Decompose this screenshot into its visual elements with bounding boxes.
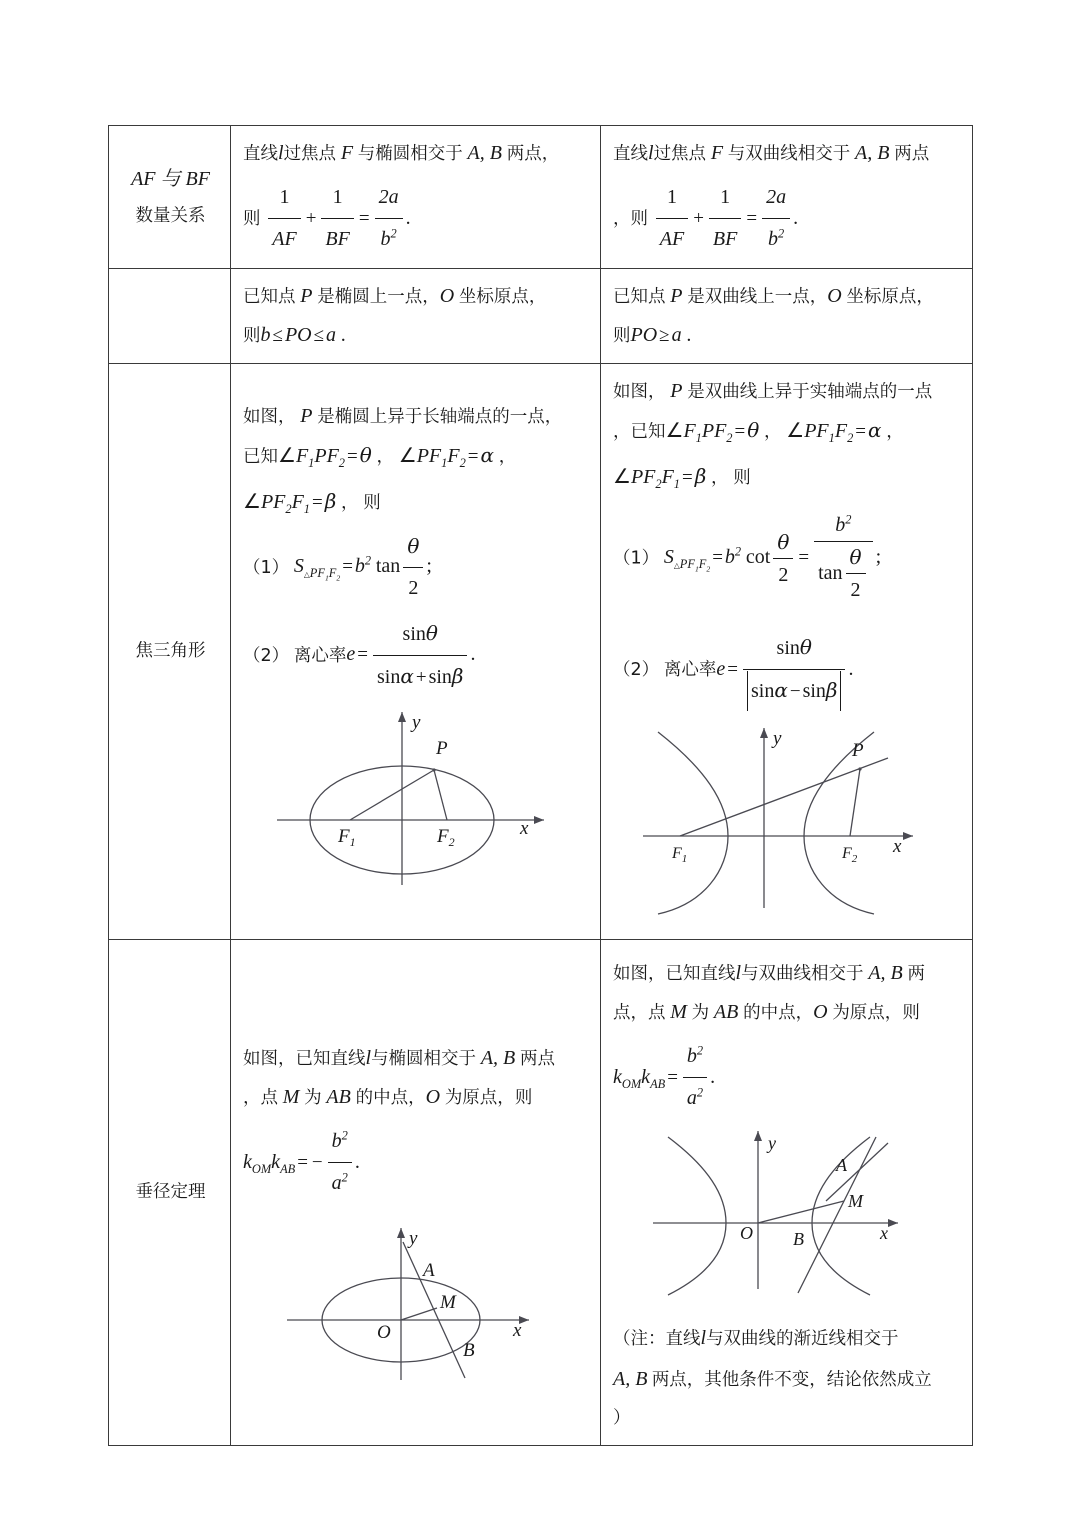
figure-label-F1: $F_1$ bbox=[671, 845, 687, 865]
var-AB-2: AB bbox=[326, 1086, 351, 1109]
frac-one-over-AF: $\frac{1}{AF}$ bbox=[656, 178, 688, 259]
hyperbola-po-inequality bbox=[613, 316, 962, 355]
var-F: F bbox=[340, 142, 354, 164]
note-close-paren: ） bbox=[613, 1408, 631, 1429]
figure-label-y: y bbox=[411, 711, 420, 733]
var-a: a bbox=[326, 324, 337, 346]
text-end: 坐标原点， bbox=[458, 287, 547, 307]
text-post: 与椭圆相交于 bbox=[357, 144, 463, 164]
text-known: 已知 bbox=[243, 446, 278, 467]
text-post: 与双曲线相交于 bbox=[727, 144, 851, 164]
frac-one-over-BF: $\frac{1}{BF}$ bbox=[321, 178, 353, 259]
ellipse-po-statement bbox=[243, 277, 590, 316]
table-row-po-range bbox=[109, 269, 973, 364]
frac-sin-ratio: $\frac{\sin\theta}{\sin\alpha + \sin\beta}$ bbox=[373, 614, 467, 697]
frac-2a-over-b2: $\frac{2a}{b^2}$ bbox=[762, 178, 790, 259]
op-le-1: ≤ bbox=[272, 325, 283, 346]
text-post: 是双曲线上异于实轴端点的一点 bbox=[687, 382, 933, 402]
hyperbola-af-equation: ，则 $\frac{1}{AF}$ + $\frac{1}{BF}$ = $\frac{2a}{b^2}$ . bbox=[613, 179, 962, 260]
var-PO: PO bbox=[284, 324, 312, 346]
var-l: l bbox=[648, 142, 654, 164]
eq-slope-product-hyperbola: $k_{OM}k_{AB}$ = $\frac{b^2}{a^2}$ . bbox=[613, 1067, 715, 1088]
text-ze: 则 bbox=[363, 492, 381, 513]
text-midpoint: 的中点， bbox=[743, 1003, 814, 1024]
figure-label-y: y bbox=[767, 1133, 776, 1154]
text-end: 两点 bbox=[520, 1049, 555, 1070]
text-pre: 直线 bbox=[243, 144, 278, 164]
var-AB: A, B bbox=[480, 1047, 516, 1070]
hyperbola-ft-angles-2 bbox=[613, 457, 962, 497]
figure-label-B: B bbox=[462, 1340, 475, 1362]
var-O: O bbox=[425, 1086, 441, 1109]
ellipse-af-equation: 则 $\frac{1}{AF}$ + $\frac{1}{BF}$ = $\frac{2a}{b^2}$ . bbox=[243, 179, 590, 260]
text-comma: ， bbox=[613, 208, 631, 229]
var-l: l bbox=[735, 962, 742, 985]
var-AB: A, B bbox=[868, 962, 903, 985]
period: . bbox=[340, 324, 346, 346]
frac-one-over-BF: $\frac{1}{BF}$ bbox=[709, 178, 741, 259]
hyperbola-ft-result-2 bbox=[613, 629, 962, 712]
figure-label-y: y bbox=[772, 728, 781, 749]
text-end: 两 bbox=[907, 964, 925, 985]
text-known: 已知 bbox=[630, 422, 666, 442]
eq-area-hyperbola: $S_{\triangle PF_1F_2}= b^2$ cot $\frac{\theta}{2}$ = $b^2$ tan $\frac{\theta}{2}$ ; bbox=[664, 547, 881, 568]
hyperbola-mc-note bbox=[613, 1318, 962, 1437]
segment-F2-P bbox=[434, 770, 447, 820]
sep-1: ， bbox=[764, 422, 782, 442]
text-pre: 如图，已知直线 bbox=[613, 964, 736, 985]
text-pre: 如图， bbox=[613, 382, 666, 402]
var-M: M bbox=[282, 1086, 300, 1109]
text-mid: 是双曲线上一点， bbox=[687, 287, 828, 307]
hyperbola-mc-equation bbox=[613, 1038, 962, 1119]
var-O: O bbox=[813, 1001, 828, 1024]
frac-one-over-AF: $\frac{1}{AF}$ bbox=[268, 178, 300, 259]
figure-label-M: M bbox=[439, 1292, 456, 1314]
y-axis-arrow bbox=[760, 728, 768, 738]
var-F: F bbox=[710, 142, 724, 164]
text-ze: 则 bbox=[243, 326, 261, 346]
table-row-af-bf bbox=[109, 126, 973, 269]
segment-OM bbox=[401, 1308, 437, 1320]
point-P-dot bbox=[432, 768, 435, 771]
figure-ellipse-focal-triangle bbox=[243, 702, 590, 905]
label-eccentricity: 离心率 bbox=[663, 659, 717, 680]
var-M: M bbox=[670, 1001, 687, 1024]
y-axis-arrow bbox=[397, 1228, 405, 1238]
eq-eccentricity-ellipse: e = $\frac{\sin\theta}{\sin\alpha + \sin\beta}$ . bbox=[346, 644, 475, 665]
figure-label-F2: $F_2$ bbox=[436, 825, 455, 849]
eq-slope-product-ellipse: $k_{OM}k_{AB}$ = − $\frac{b^2}{a^2}$ . bbox=[243, 1152, 360, 1173]
figure-label-F1: $F_1$ bbox=[337, 825, 356, 849]
text-mid: 与双曲线相交于 bbox=[741, 964, 864, 985]
row-label-midpoint-chord bbox=[109, 940, 231, 1446]
figure-label-O: O bbox=[376, 1322, 391, 1344]
angle-PF2F1: $\angle PF_2F_1 = \beta$ bbox=[243, 488, 337, 516]
text-pre: 已知点 bbox=[243, 287, 296, 307]
text-post: 是椭圆上异于长轴端点的一点， bbox=[317, 406, 563, 427]
figure-label-x: x bbox=[519, 817, 528, 839]
segment-OM bbox=[758, 1201, 844, 1223]
figure-label-B: B bbox=[792, 1229, 804, 1250]
text-wei: 为 bbox=[304, 1088, 322, 1109]
text-end: 两点 bbox=[894, 144, 930, 164]
cell-hyperbola-po-range bbox=[601, 269, 973, 364]
text-mid: 过焦点 bbox=[653, 144, 707, 164]
frac-2a-over-b2: $\frac{2a}{b^2}$ bbox=[375, 178, 403, 259]
sep-2: ， bbox=[498, 446, 517, 467]
text-dian: 点 bbox=[260, 1088, 278, 1109]
figure-label-x: x bbox=[892, 836, 901, 857]
frac-theta-over-2: $\frac{\theta}{2}$ bbox=[773, 527, 793, 590]
hyperbola-ft-result-1 bbox=[613, 511, 962, 607]
text-pre: 如图，已知直线 bbox=[243, 1049, 366, 1070]
figure-label-P: P bbox=[851, 740, 864, 761]
sep-3: ， bbox=[711, 468, 729, 488]
note-continue: 两点，其他条件不变，结论依然成立 bbox=[651, 1370, 932, 1391]
text-dian: 点，点 bbox=[613, 1003, 666, 1024]
ellipse-mc-statement-2 bbox=[243, 1078, 590, 1117]
x-axis-arrow bbox=[534, 816, 544, 824]
cell-ellipse-af-bf bbox=[231, 126, 601, 269]
y-axis-arrow bbox=[754, 1131, 762, 1141]
text-end: 坐标原点， bbox=[846, 287, 934, 307]
cell-hyperbola-focal-triangle bbox=[601, 364, 973, 940]
figure-label-y: y bbox=[408, 1228, 417, 1250]
sep-2: ， bbox=[886, 422, 904, 442]
angle-PF1F2: $\angle PF_1F_2 = \alpha$ bbox=[786, 418, 882, 445]
hyperbola-af-statement bbox=[613, 134, 962, 173]
ellipse-mc-statement-1 bbox=[243, 1039, 590, 1078]
hyperbola-left-branch bbox=[658, 732, 728, 914]
eq-area-ellipse: $S_{\triangle PF_1F_2}= b^2$ tan $\frac{\theta}{2}$ ; bbox=[294, 556, 432, 577]
cell-ellipse-midpoint-chord bbox=[231, 940, 601, 1446]
text-ze: 则 bbox=[733, 468, 751, 488]
var-AB: A, B bbox=[855, 142, 890, 164]
var-O: O bbox=[827, 285, 842, 307]
row-label-af-bf bbox=[109, 126, 231, 269]
var-AB: A, B bbox=[467, 142, 502, 164]
var-O: O bbox=[439, 285, 455, 307]
note-line-1 bbox=[613, 1318, 962, 1359]
frac-sin-ratio-abs: $\frac{\sin\theta}{\sin\alpha - \sin\beta}$ bbox=[743, 628, 845, 711]
item-number-2: （2） bbox=[613, 659, 660, 680]
var-P: P bbox=[670, 380, 683, 402]
var-PO: PO bbox=[630, 324, 658, 346]
figure-label-x: x bbox=[512, 1320, 521, 1342]
figure-label-F2: $F_2$ bbox=[841, 845, 857, 865]
angle-PF1F2: $\angle PF_1F_2 = \alpha$ bbox=[398, 442, 494, 470]
text-end: 两点， bbox=[506, 144, 560, 164]
row-label-focal-triangle bbox=[109, 364, 231, 940]
note-line-2 bbox=[613, 1359, 962, 1400]
text-mid: 是椭圆上一点， bbox=[317, 287, 440, 307]
var-P: P bbox=[300, 404, 313, 427]
lead-comma: ， bbox=[243, 1088, 261, 1109]
text-ze: 则 bbox=[902, 1003, 920, 1024]
var-b: b bbox=[260, 324, 271, 346]
angle-PF2F1: $\angle PF_2F_1 = \beta$ bbox=[613, 464, 707, 491]
text-mid: 过焦点 bbox=[283, 144, 337, 164]
figure-label-x: x bbox=[879, 1223, 888, 1244]
conic-sections-reference-table bbox=[108, 125, 973, 1446]
row-label-line1: 垂径定理 bbox=[135, 1182, 206, 1203]
var-P: P bbox=[300, 285, 313, 307]
segment-F2-P bbox=[850, 769, 860, 836]
text-pre: 如图， bbox=[243, 406, 296, 427]
hyperbola-left-branch bbox=[668, 1137, 726, 1295]
text-ze: 则 bbox=[630, 208, 648, 229]
var-l: l bbox=[365, 1047, 372, 1070]
ellipse-ft-statement-1 bbox=[243, 397, 590, 436]
hyperbola-focal-triangle-svg bbox=[638, 716, 938, 916]
x-axis-arrow bbox=[888, 1219, 898, 1227]
ellipse-mc-equation bbox=[243, 1123, 590, 1204]
ellipse-ft-result-1 bbox=[243, 528, 590, 609]
lead-comma: ， bbox=[613, 422, 631, 442]
table-row-focal-triangle bbox=[109, 364, 973, 940]
note-pre: （注：直线 bbox=[613, 1329, 701, 1350]
text-origin: 为原点， bbox=[832, 1003, 903, 1024]
figure-ellipse-midpoint-chord bbox=[243, 1208, 590, 1421]
frac-b2-over-a2: $\frac{b^2}{a^2}$ bbox=[328, 1122, 352, 1203]
hyperbola-ft-statement-1 bbox=[613, 372, 962, 411]
var-a: a bbox=[671, 324, 682, 346]
ellipse-ft-angles-1 bbox=[243, 436, 590, 476]
sep-1: ， bbox=[376, 446, 395, 467]
y-axis-arrow bbox=[398, 712, 406, 722]
item-number-1: （1） bbox=[243, 557, 290, 578]
hyperbola-po-statement bbox=[613, 277, 962, 316]
text-ze: 则 bbox=[243, 208, 261, 229]
figure-hyperbola-midpoint-chord bbox=[613, 1123, 962, 1316]
eq-eccentricity-hyperbola: e = $\frac{\sin\theta}{\sin\alpha - \sin\beta}$ . bbox=[716, 659, 853, 680]
ellipse-focal-triangle-svg bbox=[272, 702, 562, 892]
note-var-AB: A, B bbox=[613, 1368, 648, 1391]
text-ze: 则 bbox=[514, 1088, 533, 1109]
label-eccentricity: 离心率 bbox=[293, 645, 347, 666]
ellipse-po-inequality bbox=[243, 316, 590, 355]
figure-label-P: P bbox=[435, 737, 448, 759]
row-label-line2: 数量关系 bbox=[135, 206, 206, 227]
cell-hyperbola-midpoint-chord bbox=[601, 940, 973, 1446]
hyperbola-mc-statement-2 bbox=[613, 993, 962, 1032]
var-AB-2: AB bbox=[713, 1001, 739, 1024]
op-ge: ≥ bbox=[659, 325, 670, 346]
var-P: P bbox=[670, 285, 683, 307]
cell-hyperbola-af-bf bbox=[601, 126, 973, 269]
frac-b2-over-tan: $b^2$ tan $\frac{\theta}{2}$ bbox=[814, 510, 872, 606]
ellipse-af-statement bbox=[243, 134, 590, 173]
cell-ellipse-po-range bbox=[231, 269, 601, 364]
item-number-2: （2） bbox=[243, 645, 290, 666]
figure-hyperbola-focal-triangle bbox=[613, 716, 962, 929]
frac-theta-over-2-inner: $\frac{\theta}{2}$ bbox=[846, 542, 866, 605]
var-l: l bbox=[278, 142, 284, 164]
period: . bbox=[686, 324, 692, 346]
row-label-line1: 焦三角形 bbox=[135, 641, 206, 662]
cell-ellipse-focal-triangle bbox=[231, 364, 601, 940]
row-label-line1: AF 与 BF bbox=[131, 168, 210, 191]
hyperbola-ft-angles-1 bbox=[613, 411, 962, 451]
segment-F1-P bbox=[350, 770, 434, 820]
text-mid: 与椭圆相交于 bbox=[371, 1049, 477, 1070]
text-pre: 直线 bbox=[613, 144, 648, 164]
table-row-midpoint-chord bbox=[109, 940, 973, 1446]
text-origin: 为原点， bbox=[444, 1088, 515, 1109]
text-midpoint: 的中点， bbox=[355, 1088, 426, 1109]
frac-theta-over-2: $\frac{\theta}{2}$ bbox=[403, 527, 423, 608]
figure-label-A: A bbox=[835, 1155, 847, 1176]
figure-label-O: O bbox=[739, 1223, 753, 1244]
hyperbola-mc-statement-1 bbox=[613, 954, 962, 993]
note-post: 与双曲线的渐近线相交于 bbox=[706, 1329, 899, 1350]
hyperbola-midpoint-chord-svg bbox=[648, 1123, 928, 1303]
text-ze: 则 bbox=[613, 326, 631, 346]
note-line-3 bbox=[613, 1400, 962, 1437]
text-wei: 为 bbox=[691, 1003, 710, 1024]
ellipse-ft-angles-2 bbox=[243, 482, 590, 522]
note-var-l: l bbox=[700, 1327, 707, 1350]
figure-label-M: M bbox=[847, 1191, 863, 1212]
op-le-2: ≤ bbox=[313, 325, 325, 346]
x-axis-arrow bbox=[903, 832, 913, 840]
angle-F1PF2: $\angle F_1PF_2 = \theta$ bbox=[665, 418, 760, 445]
frac-b2-over-a2: $\frac{b^2}{a^2}$ bbox=[683, 1037, 707, 1118]
figure-label-A: A bbox=[422, 1260, 435, 1282]
ellipse-ft-result-2 bbox=[243, 615, 590, 698]
point-P-dot bbox=[858, 767, 861, 770]
abs-value-bars: sinα − sinβ bbox=[747, 671, 841, 711]
row-label-po-range bbox=[109, 269, 231, 364]
sep-3: ， bbox=[341, 492, 359, 513]
angle-F1PF2: $\angle F_1PF_2 = \theta$ bbox=[278, 442, 372, 470]
item-number-1: （1） bbox=[613, 548, 660, 569]
ellipse-midpoint-chord-svg bbox=[277, 1208, 557, 1408]
text-pre: 已知点 bbox=[613, 287, 666, 307]
line-through-F1-P bbox=[680, 758, 888, 836]
